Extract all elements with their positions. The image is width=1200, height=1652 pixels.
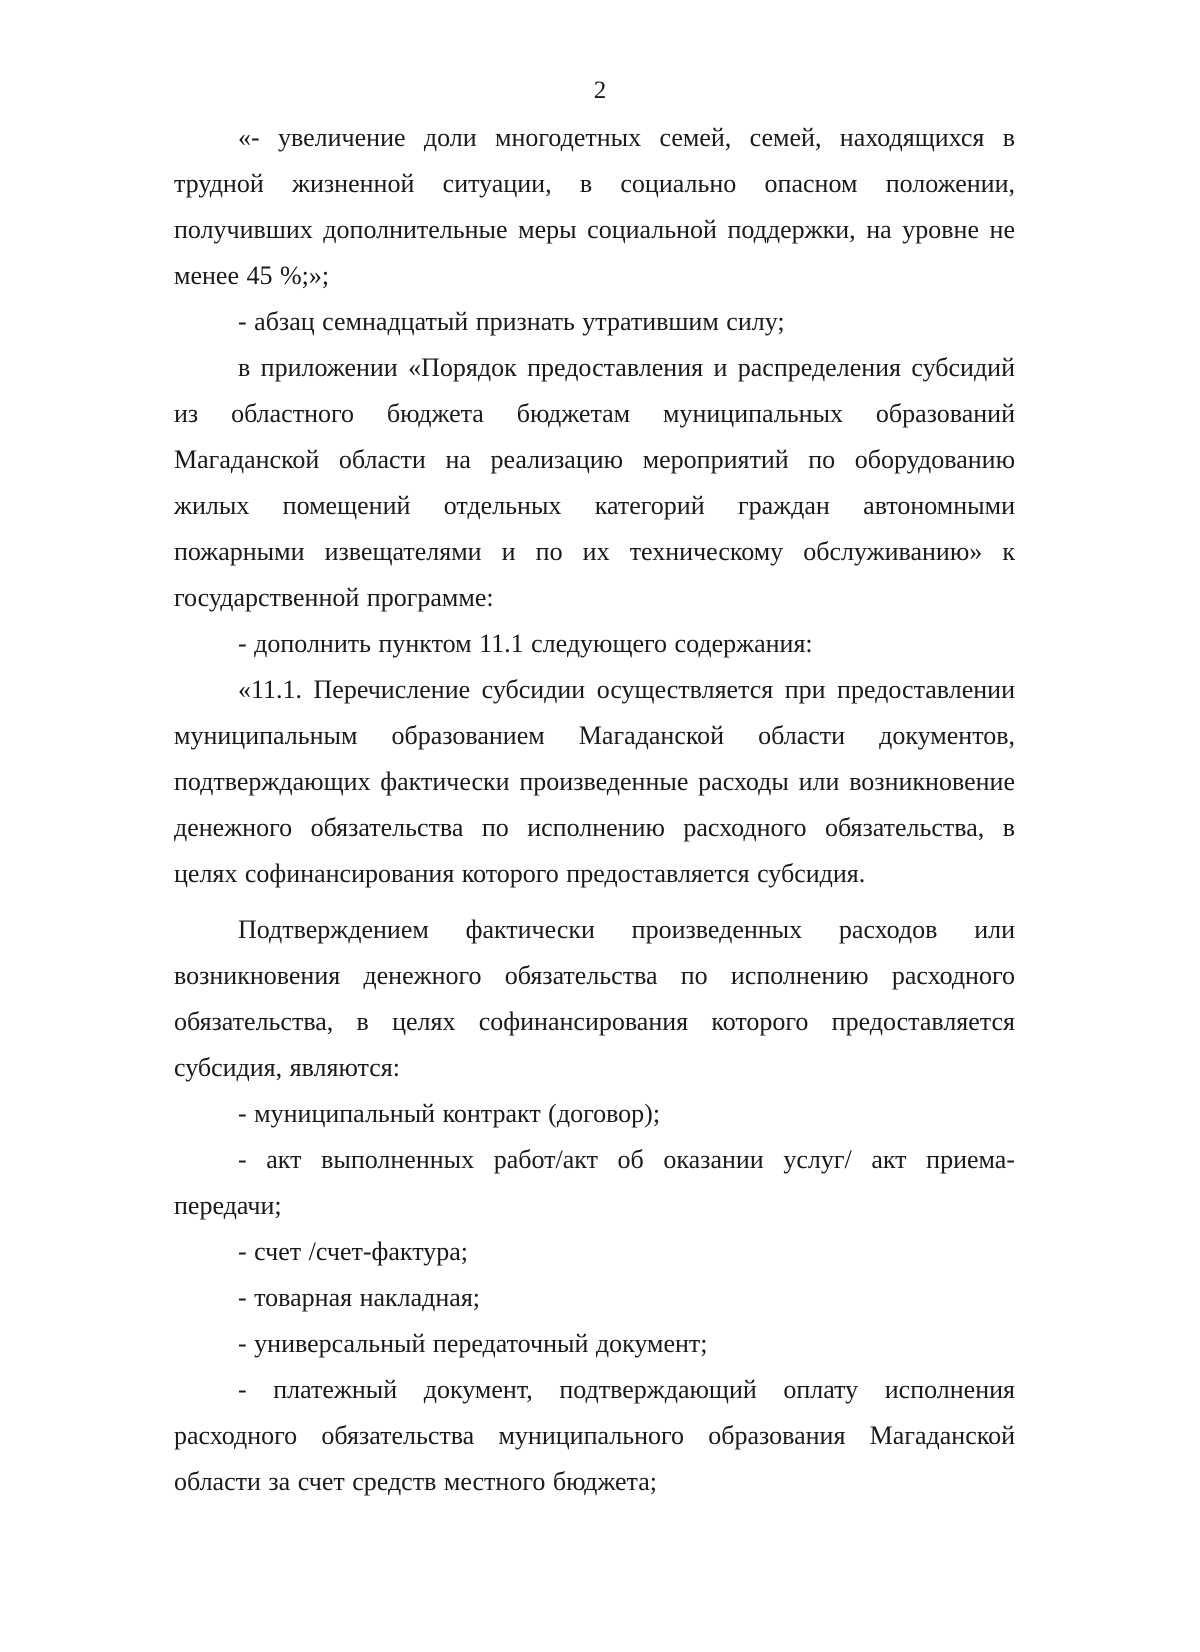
paragraph-share-of-large-families: «- увеличение доли многодетных семей, семей, находящихся в трудной жизненной ситуации, в социально опасном положении, получивших дополнительные меры социальной поддержки, на уровне не менее 45 %;»;: [174, 123, 1015, 290]
page-number: 2: [593, 77, 607, 104]
list-item-universal-transfer-document: - универсальный передаточный документ;: [238, 1329, 708, 1358]
paragraph-add-item-11-1: - дополнить пунктом 11.1 следующего содержания:: [238, 629, 813, 658]
paragraph-confirmation-documents: Подтверждением фактически произведенных расходов или возникновения денежного обязательства по исполнению расходного обязательства, в целях софинансирования которого предоставляется субсидия, являются:: [174, 915, 1015, 1082]
document-body: [174, 115, 1015, 1505]
list-item-work-act: - акт выполненных работ/акт об оказании услуг/ акт приема-передачи;: [174, 1145, 1015, 1220]
list-item-waybill: - товарная накладная;: [238, 1283, 481, 1312]
paragraph-appendix-order: в приложении «Порядок предоставления и распределения субсидий из областного бюджета бюджетам муниципальных образований Магаданской области на реализацию мероприятий по оборудованию жилых помещений отдельных категорий граждан автономными пожарными извещателями и по их техническому обслуживанию» к государственной программе:: [174, 353, 1015, 612]
list-item-invoice: - счет /счет-фактура;: [238, 1237, 468, 1266]
paragraph-abzac-17-invalid: - абзац семнадцатый признать утратившим силу;: [238, 307, 785, 336]
list-item-payment-document: - платежный документ, подтверждающий оплату исполнения расходного обязательства муниципального образования Магаданской области за счет средств местного бюджета;: [174, 1375, 1015, 1496]
paragraph-item-11-1: «11.1. Перечисление субсидии осуществляется при предоставлении муниципальным образованием Магаданской области документов, подтверждающих фактически произведенные расходы или возникновение денежного обязательства по исполнению расходного обязательства, в целях софинансирования которого предоставляется субсидия.: [174, 675, 1015, 888]
list-item-municipal-contract: - муниципальный контракт (договор);: [238, 1099, 661, 1128]
